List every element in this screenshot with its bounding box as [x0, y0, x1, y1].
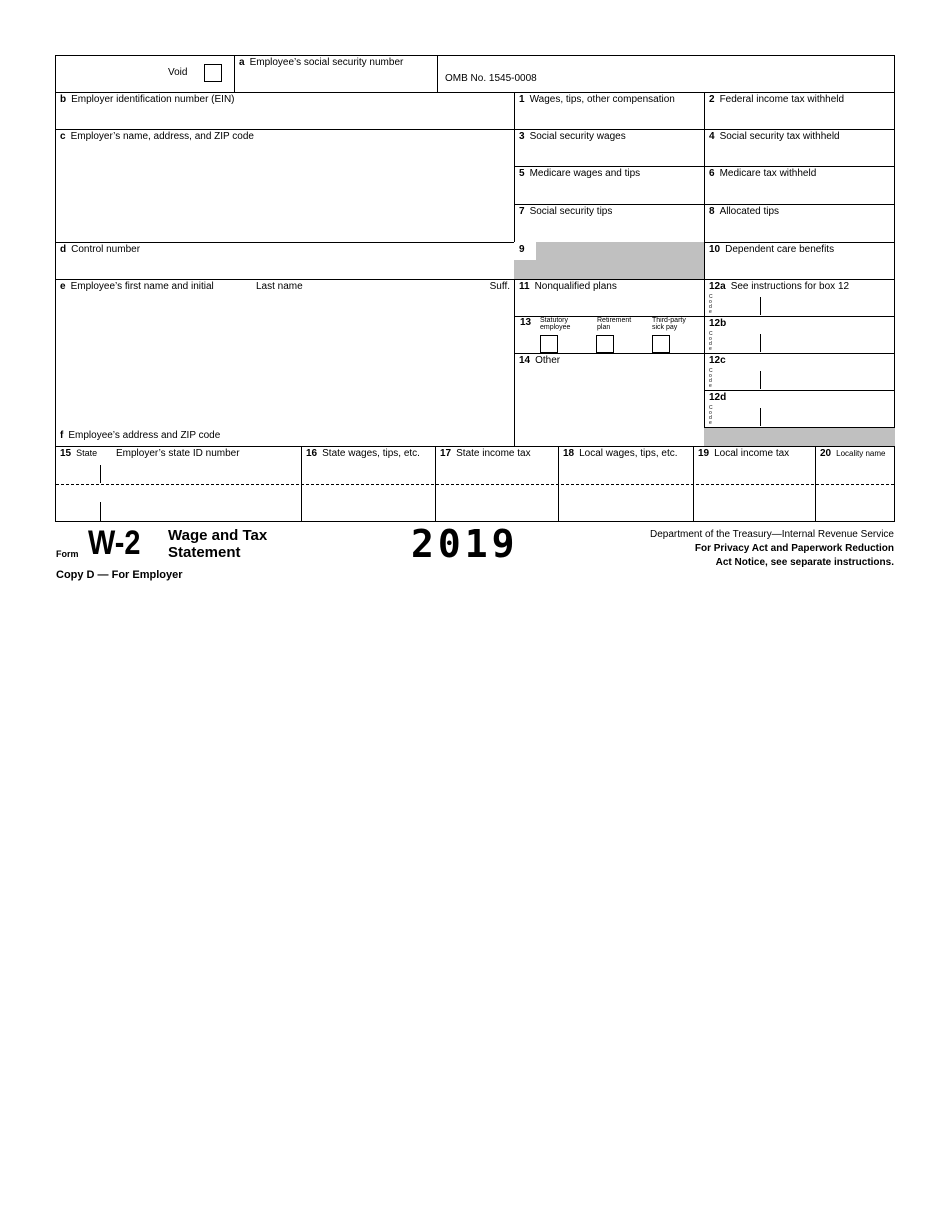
- box-5[interactable]: 5 Medicare wages and tips: [514, 166, 705, 205]
- box-f-label: Employee’s address and ZIP code: [68, 430, 221, 441]
- sick-pay-label: Third-party sick pay: [652, 317, 686, 331]
- statutory-label: Statutory employee: [540, 317, 571, 331]
- row-divider: [56, 484, 894, 485]
- box-12c[interactable]: 12c C o d e: [704, 353, 895, 391]
- box-11[interactable]: 11 Nonqualified plans: [514, 279, 705, 317]
- box-13: 13 Statutory employee Retirement plan Third-party sick pay: [514, 316, 705, 354]
- box-4[interactable]: 4 Social security tax withheld: [704, 129, 895, 167]
- department: Department of the Treasury—Internal Revenue Service: [649, 529, 894, 540]
- code-label: C o d e: [709, 331, 713, 352]
- box-a[interactable]: a Employee’s social security number: [234, 55, 438, 93]
- box-e-suff-label: Suff.: [489, 281, 510, 292]
- box-16-label: State wages, tips, etc.: [322, 448, 420, 459]
- box-b-label: Employer identification number (EIN): [71, 94, 235, 105]
- box-8-label: Allocated tips: [719, 206, 780, 217]
- box-12b[interactable]: 12b C o d e: [704, 316, 895, 354]
- void-checkbox[interactable]: [204, 64, 222, 82]
- box-e-first-label: Employee’s first name and initial: [70, 281, 214, 292]
- footer-notice: Department of the Treasury—Internal Revenue Service For Privacy Act and Paperwork Reduction Act Notice, see separate instructions.: [649, 529, 894, 568]
- box-20-label: Locality name: [836, 449, 886, 458]
- box-c[interactable]: c Employer’s name, address, and ZIP code: [55, 129, 515, 243]
- box-20[interactable]: 20 Locality name: [820, 448, 886, 459]
- box-2-label: Federal income tax withheld: [719, 94, 845, 105]
- box-15[interactable]: 15 State Employer’s state ID number: [55, 446, 302, 522]
- box-14[interactable]: 14 Other: [514, 353, 705, 447]
- box-10-label: Dependent care benefits: [725, 244, 835, 255]
- box-1[interactable]: 1 Wages, tips, other compensation: [514, 92, 705, 130]
- retirement-label: Retirement plan: [597, 317, 632, 331]
- box-9: 9: [514, 242, 705, 280]
- box-6-label: Medicare tax withheld: [719, 168, 817, 179]
- code-label: C o d e: [709, 368, 713, 389]
- box-b[interactable]: b Employer identification number (EIN): [55, 92, 515, 130]
- omb-cell: [437, 55, 895, 93]
- sick-pay-checkbox[interactable]: [652, 335, 670, 353]
- omb-number: OMB No. 1545-0008: [445, 73, 537, 84]
- box-15-id-label: Employer’s state ID number: [116, 448, 240, 459]
- void-cell: [55, 55, 235, 93]
- box-16[interactable]: 16 State wages, tips, etc.: [301, 446, 436, 522]
- box-1-label: Wages, tips, other compensation: [529, 94, 675, 105]
- box-4-label: Social security tax withheld: [719, 131, 840, 142]
- box-10[interactable]: 10 Dependent care benefits: [704, 242, 895, 280]
- box-a-label: Employee’s social security number: [249, 57, 404, 68]
- box-17-label: State income tax: [456, 448, 531, 459]
- box-6[interactable]: 6 Medicare tax withheld: [704, 166, 895, 205]
- statutory-checkbox[interactable]: [540, 335, 558, 353]
- box-c-label: Employer’s name, address, and ZIP code: [70, 131, 254, 142]
- box-18-label: Local wages, tips, etc.: [579, 448, 678, 459]
- form-title: Wage and Tax Statement: [168, 527, 268, 561]
- tax-year: 2019: [411, 522, 519, 566]
- box-14-label: Other: [535, 355, 561, 366]
- box-d-label: Control number: [71, 244, 141, 255]
- copy-label: Copy D — For Employer: [56, 569, 183, 581]
- box-5-label: Medicare wages and tips: [529, 168, 641, 179]
- box-18[interactable]: 18 Local wages, tips, etc.: [558, 446, 694, 522]
- form-number: W-2: [88, 524, 141, 562]
- box-e-f[interactable]: e Employee’s first name and initial Last name Suff. f Employee’s address and ZIP code: [55, 279, 515, 447]
- box-12-shaded: [704, 428, 895, 447]
- form-label: Form: [56, 549, 79, 559]
- box-e-last-label: Last name: [256, 281, 303, 292]
- box-3[interactable]: 3 Social security wages: [514, 129, 705, 167]
- box-12a[interactable]: 12a See instructions for box 12 C o d e: [704, 279, 895, 317]
- box-7[interactable]: 7 Social security tips: [514, 204, 705, 243]
- box-12d[interactable]: 12d C o d e: [704, 390, 895, 428]
- box-3-label: Social security wages: [529, 131, 626, 142]
- code-label: C o d e: [709, 294, 713, 315]
- box-19[interactable]: 19 Local income tax: [693, 446, 816, 522]
- box-17[interactable]: 17 State income tax: [435, 446, 559, 522]
- box-11-label: Nonqualified plans: [534, 281, 617, 292]
- box-12a-label: See instructions for box 12: [730, 281, 850, 292]
- box-15-label: State: [76, 448, 98, 458]
- void-label: Void: [168, 67, 188, 78]
- box-19-label: Local income tax: [714, 448, 790, 459]
- box-2[interactable]: 2 Federal income tax withheld: [704, 92, 895, 130]
- box-8[interactable]: 8 Allocated tips: [704, 204, 895, 243]
- code-label: C o d e: [709, 405, 713, 426]
- box-7-label: Social security tips: [529, 206, 613, 217]
- box-d[interactable]: d Control number: [55, 242, 515, 280]
- retirement-checkbox[interactable]: [596, 335, 614, 353]
